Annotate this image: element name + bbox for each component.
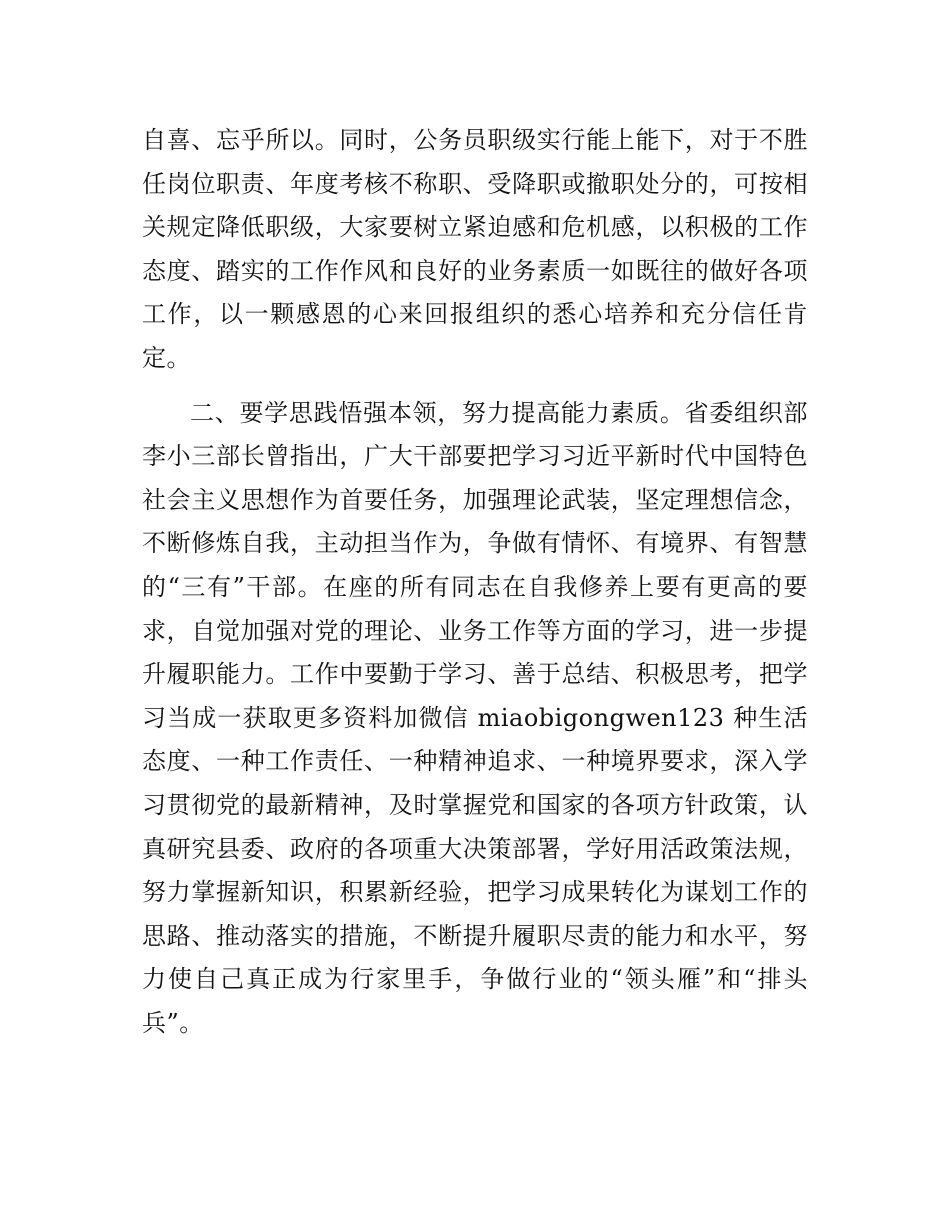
- document-body: [142, 119, 808, 1045]
- paragraph-continuation: 自喜、忘乎所以。同时，公务员职级实行能上能下，对于不胜任岗位职责、年度考核不称职、受降职或撤职处分的，可按相关规定降低职级，大家要树立紧迫感和危机感，以积极的工作态度、踏实的工作作风和良好的业务素质一如既往的做好各项工作，以一颗感恩的心来回报组织的悉心培养和充分信任肯定。: [142, 126, 808, 372]
- paragraph-gap: [142, 381, 808, 392]
- paragraph-section-two: 二、要学思践悟强本领，努力提高能力素质。省委组织部李小三部长曾指出，广大干部要把学习习近平新时代中国特色社会主义思想作为首要任务，加强理论武装，坚定理想信念，不断修炼自我，主动担当作为，争做有情怀、有境界、有智慧的“三有”干部。在座的所有同志在自我修养上要有更高的要求，自觉加强对党的理论、业务工作等方面的学习，进一步提升履职能力。工作中要勤于学习、善于总结、积极思考，把学习当成一获取更多资料加微信 miaobigongwen123 种生活态度、一种工作责任、一种精神追求、一种境界要求，深入学习贯彻党的最新精神，及时掌握党和国家的各项方针政策，认真研究县委、政府的各项重大决策部署，学好用活政策法规，努力掌握新知识，积累新经验，把学习成果转化为谋划工作的思路、推动落实的措施，不断提升履职尽责的能力和水平，努力使自己真正成为行家里手，争做行业的“领头雁”和“排头兵”。: [142, 398, 808, 1037]
